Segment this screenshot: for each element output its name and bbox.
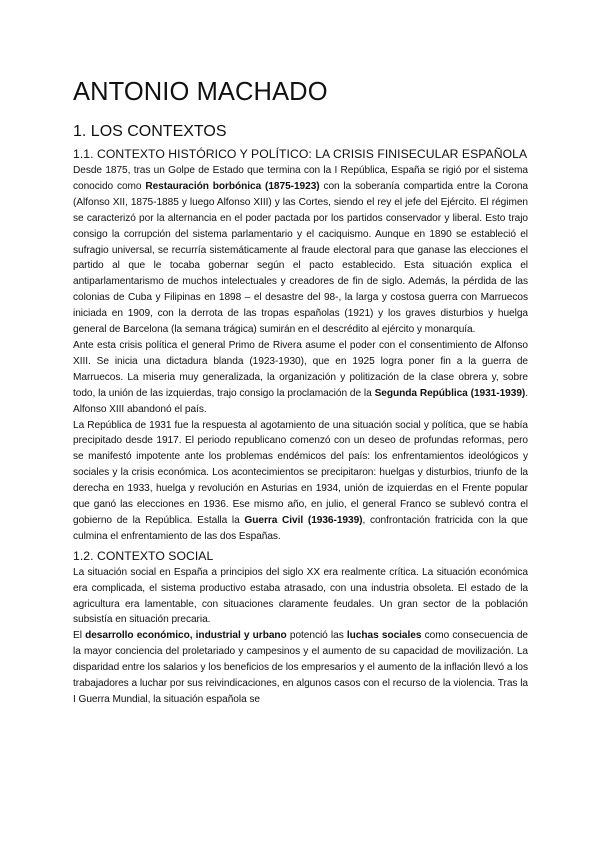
- text-run: El: [73, 630, 86, 642]
- bold-term: luchas sociales: [346, 630, 422, 642]
- paragraph-restauracion: [73, 163, 528, 338]
- text-run: potenció las: [286, 630, 347, 642]
- paragraph-luchas-sociales: [73, 628, 528, 708]
- text-run: . Alfonso XIII abandonó el país.: [73, 387, 528, 415]
- text-run: como consecuencia de la mayor conciencia del proletariado y campesinos y el aumento de su capacidad de movilización. La disparidad entre los salarios y los beneficios de los empresarios y el aumento de la inflación llevó a los trabajadores a luchar por sus reivindicaciones, en algunos casos con el recurso de la violencia. Tras la I Guerra Mundial, la situación española se: [73, 630, 529, 705]
- paragraph-situacion-social: [73, 565, 528, 629]
- paragraph-republica: [73, 418, 528, 545]
- text-run: Ante esta crisis política el general Primo de Rivera asume el poder con el consentimiento de Alfonso XIII. Se inicia una dictadura blanda (1923-1930), que en 1925 logra poner fin a la guerra de Marruecos. La miseria muy generalizada, la organización y politización de la clase obrera y, sobre todo, la unión de las izquierdas, trajo consigo la proclamación de la: [73, 339, 528, 399]
- paragraph-primo-de-rivera: [73, 338, 528, 418]
- bold-term: Restauración borbónica (1875-1923): [145, 180, 320, 192]
- text-run: La situación social en España a principios del siglo XX era realmente crítica. La situación económica era complicada, el sistema productivo estaba atrasado, con una industria obsoleta. El estado de la agricultura era lamentable, con situaciones claramente feudales. Un gran sector de la población subsistía en situación precaria.: [73, 566, 528, 626]
- section-heading: 1. LOS CONTEXTOS: [73, 123, 227, 140]
- bold-term: Segunda República (1931-1939): [374, 387, 526, 399]
- subsection-heading-1-1: 1.1. CONTEXTO HISTÓRICO Y POLÍTICO: LA CRISIS FINISECULAR ESPAÑOLA: [73, 147, 528, 161]
- document-title: ANTONIO MACHADO: [73, 78, 328, 106]
- text-run: La República de 1931 fue la respuesta al agotamiento de una situación social y política, que se había precipitado desde 1917. El periodo republicano comenzó con un deseo de profundas reformas, pero se manifestó impotente ante los problemas endémicos del país: los enfrentamientos ideológicos y sociales y la crisis económica. Los acontecimientos se precipitaron: huelgas y disturbios, triunfo de la derecha en 1933, huelga y revolución en Asturias en 1934, unión de izquierdas en el Frente popular que ganó las elecciones en 1936. Ese mismo año, en julio, el general Franco se sublevó contra el gobierno de la República. Estalla la: [73, 419, 528, 526]
- text-run: , confrontación fratricida con la que culmina el enfrentamiento de las dos Españas.: [73, 514, 528, 542]
- text-run: con la soberanía compartida entre la Corona (Alfonso XII, 1875-1885 y luego Alfonso XIII) y las Cortes, siendo el rey el jefe del Ejército. El régimen se caracterizó por la alternancia en el poder pactada por los partidos conservador y liberal. Esto trajo consigo la corrupción del sistema parlamentario y el caciquismo. Aunque en 1890 se estableció el sufragio universal, se recurría sistemáticamente al fraude electoral para que ganase las elecciones el partido al que le tocaba gobernar según el pacto establecido. Esta situación explica el antiparlamentarismo de muchos intelectuales y creadores de fin de siglo. Además, la pérdida de las colonias de Cuba y Filipinas en 1898 – el desastre del 98-, la larga y costosa guerra con Marruecos iniciada en 1909, con la derrota de las tropas españolas (1921) y los graves disturbios y huelga general de Barcelona (la semana trágica) sumirán en el descrédito al ejército y monarquía.: [73, 180, 528, 336]
- bold-term: desarrollo económico, industrial y urbano: [85, 630, 287, 642]
- text-run: Desde 1875, tras un Golpe de Estado que termina con la I República, España se rigió por el sistema conocido como: [73, 165, 528, 192]
- subsection-heading-1-2: 1.2. CONTEXTO SOCIAL: [73, 548, 214, 563]
- bold-term: Guerra Civil (1936-1939): [244, 514, 363, 526]
